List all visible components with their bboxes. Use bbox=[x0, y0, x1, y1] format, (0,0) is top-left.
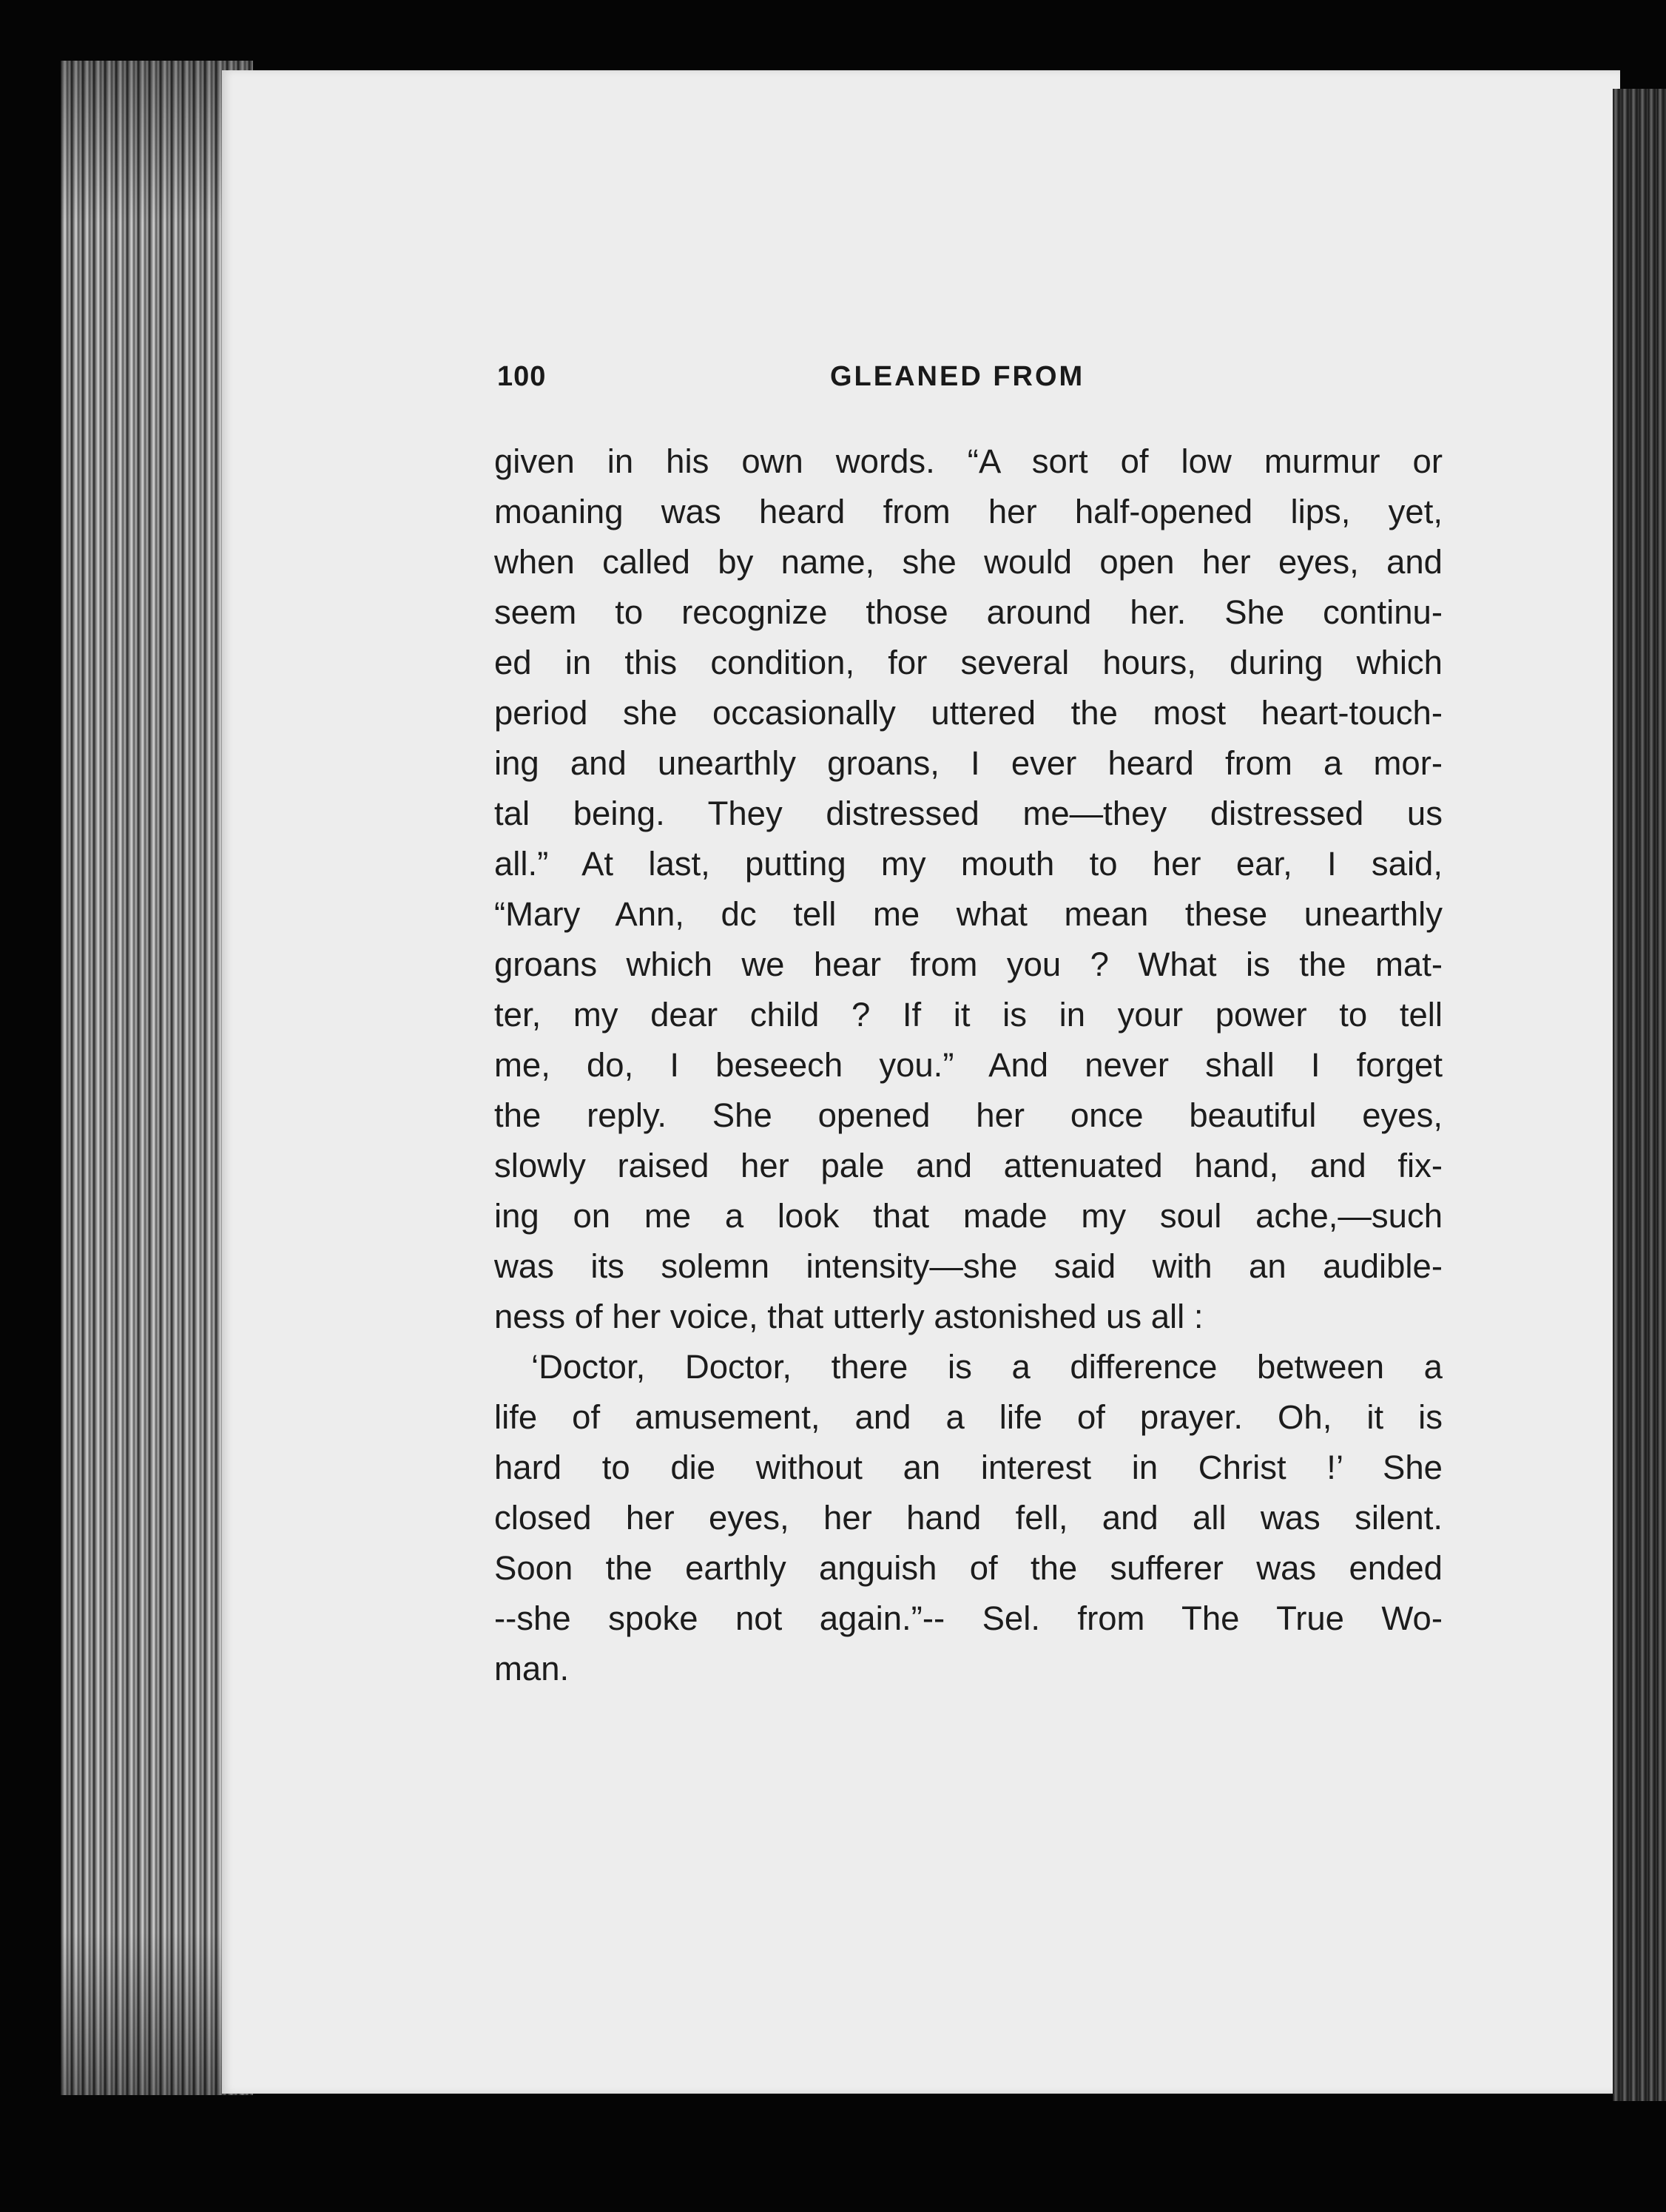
text-line: ing and unearthly groans, I ever heard from a mor- bbox=[494, 744, 1443, 782]
text-line: ed in this condition, for several hours, during which bbox=[494, 644, 1443, 681]
text-line: hard to die without an interest in Christ !’ She bbox=[494, 1449, 1443, 1486]
text-line: the reply. She opened her once beautiful eyes, bbox=[494, 1096, 1443, 1134]
text-line: man. bbox=[494, 1650, 570, 1687]
text-line: slowly raised her pale and attenuated hand, and fix- bbox=[494, 1147, 1443, 1184]
text-line: period she occasionally uttered the most heart-touch- bbox=[494, 694, 1443, 732]
text-line: tal being. They distressed me—they distressed us bbox=[494, 795, 1443, 832]
text-line: --she spoke not again.”-- Sel. from The True Wo- bbox=[494, 1599, 1443, 1637]
text-line: ness of her voice, that utterly astonished us all : bbox=[494, 1298, 1204, 1335]
text-line: ing on me a look that made my soul ache,—such bbox=[494, 1197, 1443, 1235]
page-number: 100 bbox=[497, 361, 547, 392]
text-line: closed her eyes, her hand fell, and all was silent. bbox=[494, 1499, 1443, 1537]
text-line: “Mary Ann, dc tell me what mean these unearthly bbox=[494, 895, 1443, 933]
text-line: when called by name, she would open her eyes, and bbox=[494, 543, 1443, 581]
facing-page-edge bbox=[1613, 89, 1666, 2101]
text-line: given in his own words. “A sort of low murmur or bbox=[494, 442, 1443, 480]
text-line: moaning was heard from her half-opened lips, yet, bbox=[494, 493, 1443, 530]
text-line: Soon the earthly anguish of the sufferer was ended bbox=[494, 1549, 1443, 1587]
text-line: was its solemn intensity—she said with an audible- bbox=[494, 1247, 1443, 1285]
running-head bbox=[497, 361, 1440, 405]
text-line: ter, my dear child ? If it is in your power to tell bbox=[494, 996, 1443, 1033]
text-line: me, do, I beseech you.” And never shall I forget bbox=[494, 1046, 1443, 1084]
text-line: groans which we hear from you ? What is the mat- bbox=[494, 945, 1443, 983]
text-line: seem to recognize those around her. She continu- bbox=[494, 593, 1443, 631]
running-title: GLEANED FROM bbox=[830, 361, 1085, 392]
body-text bbox=[494, 436, 1443, 1694]
text-line: ‘Doctor, Doctor, there is a difference between a bbox=[531, 1348, 1443, 1386]
text-line: all.” At last, putting my mouth to her ear, I said, bbox=[494, 845, 1443, 883]
text-line: life of amusement, and a life of prayer. Oh, it is bbox=[494, 1398, 1443, 1436]
